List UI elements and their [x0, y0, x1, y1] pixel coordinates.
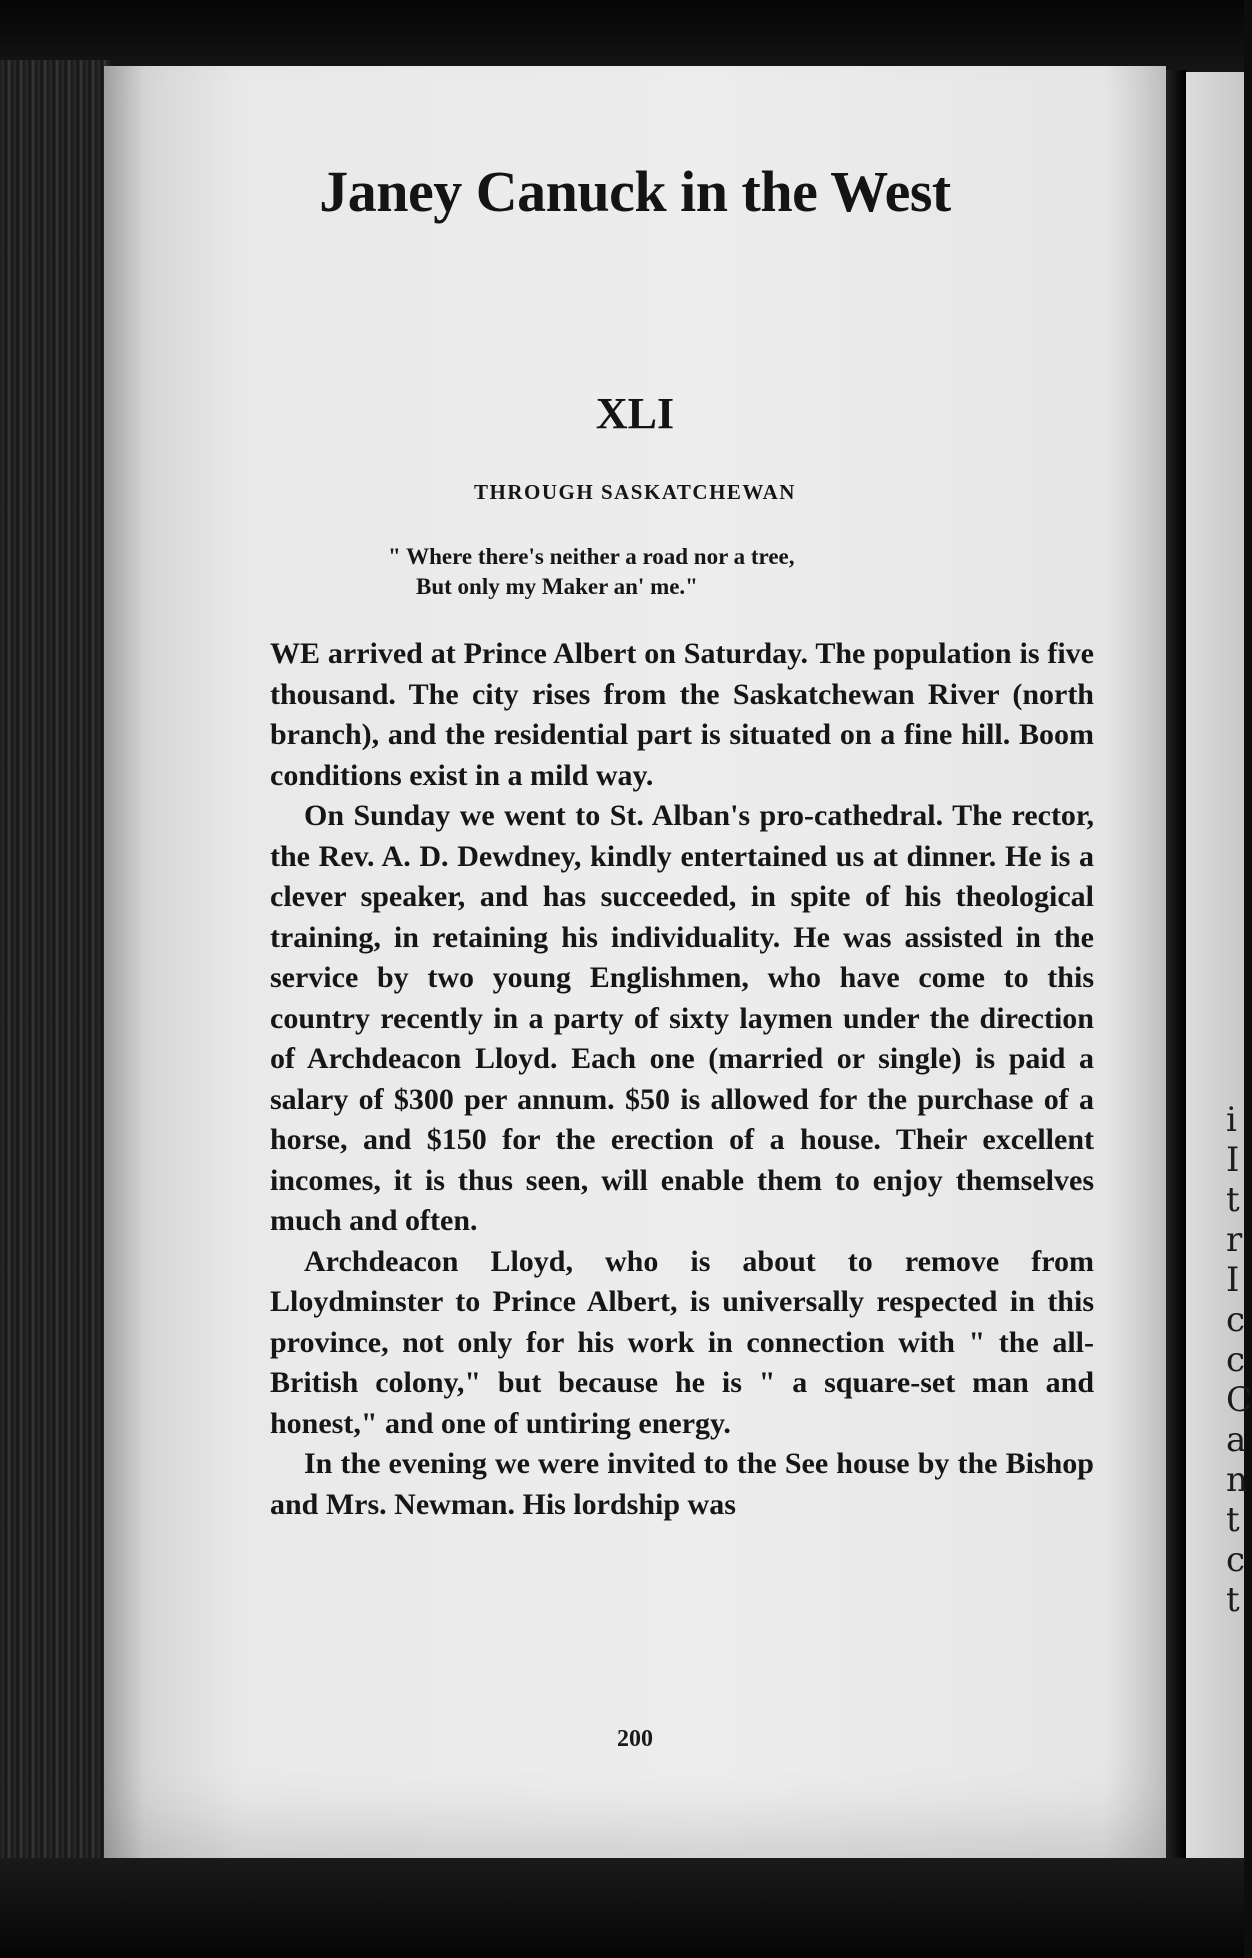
paragraph: On Sunday we went to St. Alban's pro-cathedral. The rector, the Rev. A. D. Dewdney, kindly entertained us at dinner. He is a clever speaker, and has succeeded, in spite of his theological training, in retaining his individuality. He was assisted in the service by two young Englishmen, who have come to this country recently in a party of sixty laymen under the direction of Archdeacon Lloyd. Each one (married or single) is paid a salary of $300 per annum. $50 is allowed for the purchase of a horse, and $150 for the erection of a house. Their excellent incomes, it is thus seen, will enable them to enjoy themselves much and often. [270, 799, 1094, 1237]
facing-page-letter: t [1226, 1500, 1240, 1540]
facing-page-letters [1226, 1100, 1252, 1620]
facing-page-letter: i [1226, 1100, 1237, 1140]
chapter-title: THROUGH SASKATCHEWAN [474, 480, 796, 504]
facing-page-letter: I [1226, 1260, 1240, 1300]
book-gutter [1166, 70, 1186, 1860]
epigraph-line: But only my Maker an' me." [416, 574, 698, 599]
epigraph-line: " Where there's neither a road nor a tree, [388, 544, 795, 569]
facing-page-letter: C [1226, 1380, 1252, 1420]
facing-page-letter: a [1226, 1420, 1247, 1460]
paragraph: Archdeacon Lloyd, who is about to remove from Lloydminster to Prince Albert, is universally respected in this province, not only for his work in connection with " the all-British colony," but because he is " a square-set man and honest," and one of untiring energy. [270, 1244, 1094, 1440]
scan-top-border [0, 0, 1244, 72]
facing-page-letter: t [1226, 1180, 1240, 1220]
scan-bottom-border [0, 1858, 1244, 1958]
paragraph: WE arrived at Prince Albert on Saturday. The population is five thousand. The city rises from the Saskatchewan River (north branch), and the residential part is situated on a fine hill. Boom conditions exist in a mild way. [270, 637, 1094, 792]
epigraph [388, 542, 795, 602]
book-page-edges [0, 60, 110, 1860]
facing-page-letter: n [1226, 1460, 1248, 1500]
facing-page-letter: c [1226, 1540, 1246, 1580]
facing-page-letter: r [1226, 1220, 1243, 1260]
chapter-number: XLI [595, 389, 675, 438]
body-text [270, 634, 1094, 1698]
running-head: Janey Canuck in the West [319, 159, 951, 224]
page-number: 200 [617, 1726, 653, 1752]
paragraph: In the evening we were invited to the See house by the Bishop and Mrs. Newman. His lordship was [270, 1447, 1094, 1521]
facing-page-letter: I [1226, 1140, 1240, 1180]
facing-page-letter: t [1226, 1580, 1240, 1620]
facing-page-letter: c [1226, 1300, 1246, 1340]
facing-page-letter: c [1226, 1340, 1246, 1380]
